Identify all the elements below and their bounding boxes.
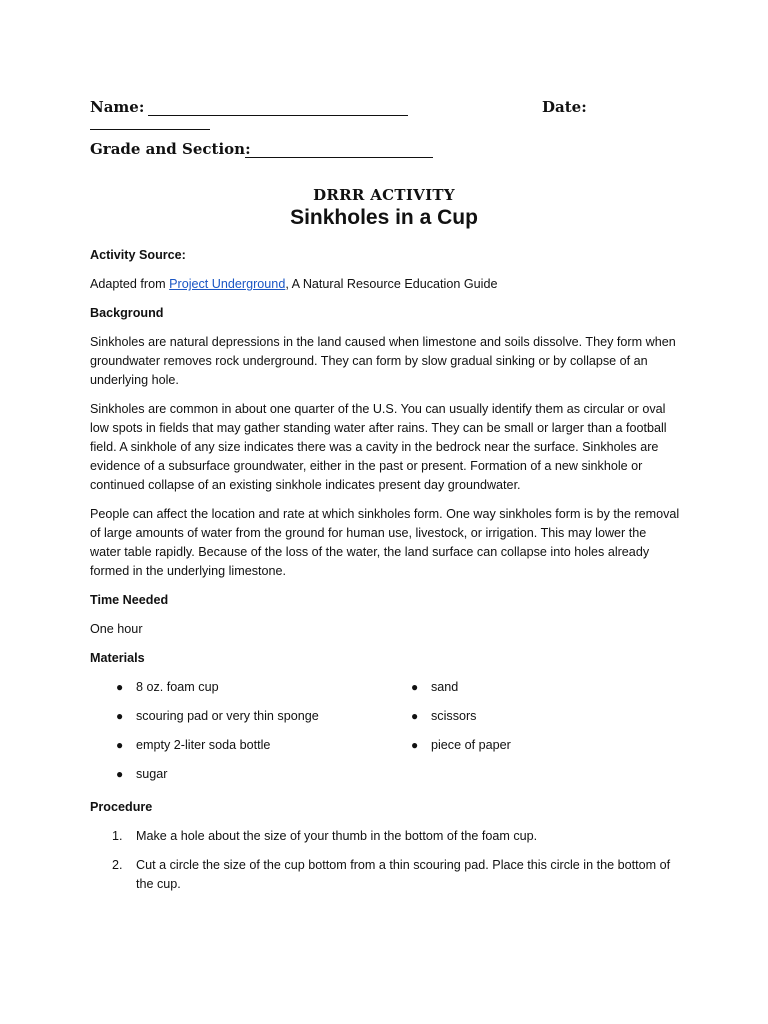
date-label: Date: [542,98,587,116]
background-paragraph-1: Sinkholes are natural depressions in the land caused when limestone and soils dissolve. They form when groundwater removes rock underground. They can form by slow gradual sinking or by collapse of an underlying hole. [90,335,676,387]
material-name: scouring pad or very thin sponge [136,709,319,723]
step-text: Make a hole about the size of your thumb in the bottom of the foam cup. [136,829,538,843]
name-label: Name: [90,98,145,116]
list-item [90,707,385,726]
list-item [90,678,385,697]
step-text: Cut a circle the size of the cup bottom from a thin scouring pad. Place this circle in the bottom of the cup. [136,858,671,891]
bullet-icon: ● [411,709,419,723]
step-number: 2. [112,858,123,872]
name-date-row [90,98,678,120]
date-blank-line[interactable] [90,116,210,130]
procedure-step [90,856,680,894]
materials-column-left [90,678,385,794]
bullet-icon: ● [411,738,419,752]
list-item [385,707,680,726]
bullet-icon: ● [116,680,124,694]
procedure-step [90,827,680,846]
page-title: Sinkholes in a Cup [290,206,478,229]
material-name: scissors [431,709,477,723]
material-name: sugar [136,767,168,781]
source-prefix: Adapted from [90,277,170,291]
materials-heading: Materials [90,651,145,665]
activity-source-heading: Activity Source: [90,248,186,262]
list-item [385,678,680,697]
material-name: empty 2-liter soda bottle [136,738,271,752]
material-name: piece of paper [431,738,511,752]
material-name: 8 oz. foam cup [136,680,219,694]
materials-list [90,678,680,794]
bullet-icon: ● [116,709,124,723]
time-needed-heading: Time Needed [90,593,169,607]
project-underground-link[interactable]: Project Underground [169,277,286,291]
procedure-list [90,827,680,894]
title-block [0,186,768,230]
list-item [385,736,680,755]
bullet-icon: ● [411,680,419,694]
list-item [90,765,385,784]
step-number: 1. [112,829,123,843]
background-paragraph-3: People can affect the location and rate at which sinkholes form. One way sinkholes form is by the removal of large amounts of water from the ground for human use, livestock, or irrigation. This may lower the water table rapidly. Because of the loss of the water, the land surface can collapse into holes already formed in the underlying limestone. [90,507,680,578]
grade-row [90,140,251,158]
background-paragraph-2: Sinkholes are common in about one quarter of the U.S. You can usually identify them as circular or oval low spots in fields that may gather standing water after rains. They can be small or larger than a football field. A sinkhole of any size indicates there was a cavity in the bedrock near the surface. Sinkholes are evidence of a subsurface groundwater, either in the past or present. Formation of a new sinkhole or continued collapse of an existing sinkhole indicates present day groundwater. [90,402,667,492]
background-heading: Background [90,306,164,320]
procedure-heading: Procedure [90,800,153,814]
student-info-header [90,98,678,158]
worksheet-content [90,246,680,904]
materials-column-right [385,678,680,794]
source-suffix: , A Natural Resource Education Guide [285,277,498,291]
activity-source-text [90,275,680,294]
grade-section-label: Grade and Section: [90,140,251,158]
list-item [90,736,385,755]
grade-section-blank-line[interactable] [245,140,433,158]
material-name: sand [431,680,459,694]
time-needed-value: One hour [90,622,143,636]
bullet-icon: ● [116,767,124,781]
activity-label: DRRR ACTIVITY [313,186,455,204]
name-blank-line[interactable] [148,98,408,116]
bullet-icon: ● [116,738,124,752]
